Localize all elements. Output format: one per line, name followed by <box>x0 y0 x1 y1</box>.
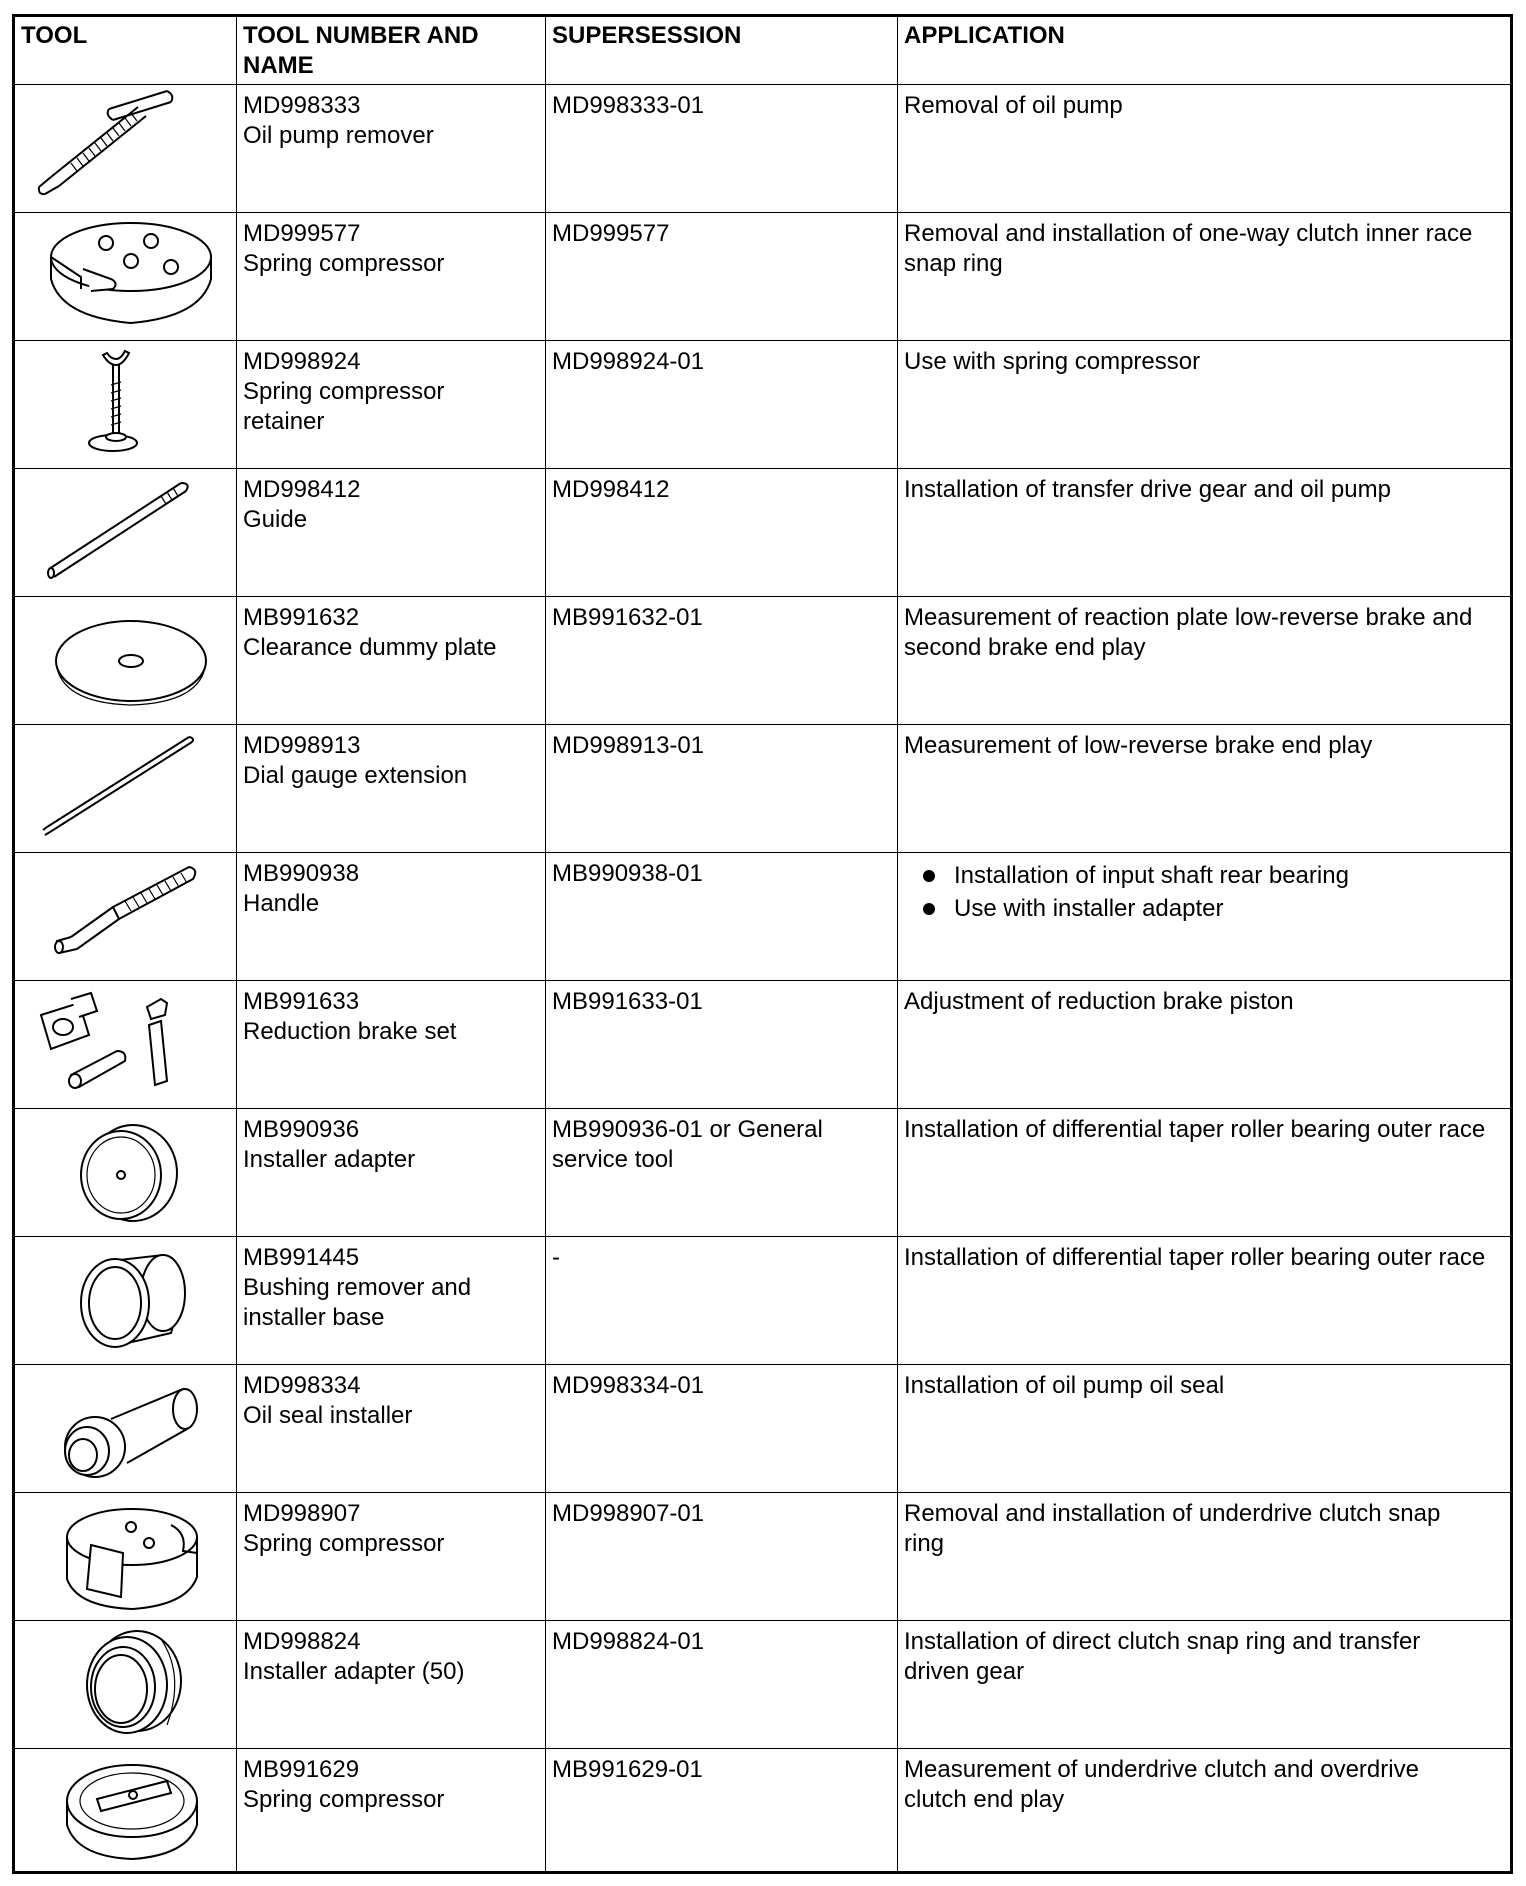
tool-name-line: Guide <box>243 506 308 533</box>
table-row <box>15 853 1510 981</box>
table-row <box>15 981 1510 1109</box>
table-row <box>15 1749 1510 1871</box>
application-cell <box>898 853 1510 980</box>
header-supersession <box>546 17 898 84</box>
tool-number: MB990936 <box>243 1116 360 1143</box>
tool-number-name-cell <box>237 597 546 724</box>
installer-adapter-ring-icon <box>21 1625 231 1743</box>
application-line: Installation of oil pump oil seal <box>904 1372 1225 1399</box>
tool-image-cell <box>15 213 237 340</box>
tool-image-cell <box>15 1109 237 1236</box>
application-line: driven gear <box>904 1658 1025 1685</box>
supersession-cell <box>546 1749 898 1871</box>
tool-number: MD998924 <box>243 348 361 375</box>
tool-number-name-cell <box>237 1237 546 1364</box>
dummy-plate-disc-icon <box>21 601 231 719</box>
supersession-cell <box>546 85 898 212</box>
supersession-cell <box>546 981 898 1108</box>
tool-number-name-cell <box>237 213 546 340</box>
application-cell <box>898 1749 1510 1871</box>
table-row <box>15 469 1510 597</box>
application-bullet: Installation of input shaft rear bearing <box>904 859 1504 892</box>
tool-number: MD998333 <box>243 92 361 119</box>
bushing-base-cylinder-icon <box>21 1241 231 1359</box>
supersession-cell <box>546 1621 898 1748</box>
tool-number: MB991632 <box>243 604 360 631</box>
supersession-line: MD999577 <box>552 220 670 247</box>
table-row <box>15 341 1510 469</box>
tool-name-line: Bushing remover and <box>243 1274 472 1301</box>
table-row <box>15 1237 1510 1365</box>
tool-number: MD999577 <box>243 220 361 247</box>
application-cell <box>898 469 1510 596</box>
application-cell <box>898 981 1510 1108</box>
tool-name-line: Oil seal installer <box>243 1402 413 1429</box>
tool-name-line: Installer adapter <box>243 1146 416 1173</box>
table-row <box>15 1109 1510 1237</box>
tool-name-line: Dial gauge extension <box>243 762 468 789</box>
oil-seal-installer-icon <box>21 1369 231 1487</box>
tool-name-line: Oil pump remover <box>243 122 434 149</box>
table-row <box>15 1621 1510 1749</box>
knurled-handle-icon <box>21 857 231 975</box>
tool-name-line: Handle <box>243 890 320 917</box>
tool-number: MD998334 <box>243 1372 361 1399</box>
supersession-cell <box>546 1493 898 1620</box>
tool-number: MB990938 <box>243 860 360 887</box>
tool-image-cell <box>15 1237 237 1364</box>
tool-number-name-cell <box>237 1365 546 1492</box>
supersession-cell <box>546 725 898 852</box>
application-bullet-list <box>904 859 1504 925</box>
supersession-cell <box>546 469 898 596</box>
tool-name-line: Spring compressor <box>243 250 445 277</box>
tool-image-cell <box>15 597 237 724</box>
header-tool <box>15 17 237 84</box>
application-line: Removal and installation of one-way clutch inner race <box>904 220 1473 247</box>
supersession-line: MD998924-01 <box>552 348 705 375</box>
application-cell <box>898 213 1510 340</box>
table-row <box>15 85 1510 213</box>
tool-number-name-cell <box>237 469 546 596</box>
notched-compressor-icon <box>21 1497 231 1615</box>
supersession-line: MD998412 <box>552 476 670 503</box>
table-row <box>15 725 1510 853</box>
application-cell <box>898 85 1510 212</box>
tool-number-name-cell <box>237 1621 546 1748</box>
header-application <box>898 17 1510 84</box>
wing-bolt-retainer-icon <box>21 345 231 463</box>
tool-number: MB991633 <box>243 988 360 1015</box>
application-cell <box>898 597 1510 724</box>
application-line: second brake end play <box>904 634 1146 661</box>
header-tool-text: TOOL <box>21 22 88 49</box>
tool-name-line: Spring compressor <box>243 378 445 405</box>
supersession-line: service tool <box>552 1146 674 1173</box>
header-number-name-line1: TOOL NUMBER AND <box>243 22 479 49</box>
application-line: clutch end play <box>904 1786 1065 1813</box>
tool-image-cell <box>15 469 237 596</box>
tool-number-name-cell <box>237 341 546 468</box>
supersession-line: - <box>552 1244 560 1271</box>
application-line: Measurement of low-reverse brake end play <box>904 732 1373 759</box>
tool-image-cell <box>15 341 237 468</box>
tool-number: MD998412 <box>243 476 361 503</box>
header-number-name-line2: NAME <box>243 52 314 79</box>
slotted-compressor-icon <box>21 1753 231 1871</box>
supersession-line: MD998907-01 <box>552 1500 705 1527</box>
table-row <box>15 213 1510 341</box>
tool-name-line: installer base <box>243 1304 385 1331</box>
application-cell <box>898 1493 1510 1620</box>
supersession-cell <box>546 1109 898 1236</box>
application-cell <box>898 341 1510 468</box>
guide-rod-icon <box>21 473 231 591</box>
tool-number-name-cell <box>237 853 546 980</box>
table-row <box>15 1493 1510 1621</box>
supersession-cell <box>546 341 898 468</box>
table-header-row <box>15 17 1510 85</box>
header-tool-number-name <box>237 17 546 84</box>
tool-number-name-cell <box>237 1749 546 1871</box>
tool-image-cell <box>15 725 237 852</box>
tool-number-name-cell <box>237 85 546 212</box>
tool-number-name-cell <box>237 1493 546 1620</box>
tool-image-cell <box>15 85 237 212</box>
spring-compressor-plate-icon <box>21 217 231 335</box>
tool-name-line: retainer <box>243 408 325 435</box>
special-tools-table <box>12 14 1513 1874</box>
tool-name-line: Spring compressor <box>243 1530 445 1557</box>
tool-number: MB991445 <box>243 1244 360 1271</box>
application-line: ring <box>904 1530 945 1557</box>
supersession-line: MD998334-01 <box>552 1372 705 1399</box>
supersession-line: MB990936-01 or General <box>552 1116 823 1143</box>
application-line: Installation of differential taper roller bearing outer race <box>904 1244 1486 1271</box>
supersession-line: MB990938-01 <box>552 860 703 887</box>
application-cell <box>898 1365 1510 1492</box>
tool-image-cell <box>15 1749 237 1871</box>
tool-number-name-cell <box>237 981 546 1108</box>
application-line: Measurement of reaction plate low-reverse brake and <box>904 604 1473 631</box>
tool-name-line: Reduction brake set <box>243 1018 457 1045</box>
application-line: Installation of transfer drive gear and oil pump <box>904 476 1391 503</box>
tool-number-name-cell <box>237 1109 546 1236</box>
application-cell <box>898 1237 1510 1364</box>
supersession-cell <box>546 1237 898 1364</box>
tool-number: MD998907 <box>243 1500 361 1527</box>
supersession-line: MD998333-01 <box>552 92 705 119</box>
tool-number: MB991629 <box>243 1756 360 1783</box>
tool-name-line: Spring compressor <box>243 1786 445 1813</box>
application-line: Use with spring compressor <box>904 348 1201 375</box>
supersession-line: MB991633-01 <box>552 988 703 1015</box>
supersession-cell <box>546 597 898 724</box>
tool-image-cell <box>15 1365 237 1492</box>
header-supersession-text: SUPERSESSION <box>552 22 742 49</box>
application-line: Removal and installation of underdrive clutch snap <box>904 1500 1441 1527</box>
tool-image-cell <box>15 1493 237 1620</box>
t-handle-remover-icon <box>21 89 231 207</box>
tool-name-line: Clearance dummy plate <box>243 634 497 661</box>
installer-adapter-disc-icon <box>21 1113 231 1231</box>
application-line: Removal of oil pump <box>904 92 1123 119</box>
application-line: snap ring <box>904 250 1003 277</box>
application-cell <box>898 725 1510 852</box>
supersession-line: MB991629-01 <box>552 1756 703 1783</box>
supersession-line: MD998913-01 <box>552 732 705 759</box>
supersession-cell <box>546 1365 898 1492</box>
supersession-cell <box>546 213 898 340</box>
tool-image-cell <box>15 853 237 980</box>
tool-number-name-cell <box>237 725 546 852</box>
supersession-cell <box>546 853 898 980</box>
table-row <box>15 597 1510 725</box>
application-cell <box>898 1109 1510 1236</box>
supersession-line: MB991632-01 <box>552 604 703 631</box>
header-application-text: APPLICATION <box>904 22 1065 49</box>
gauge-extension-rod-icon <box>21 729 231 847</box>
tool-image-cell <box>15 1621 237 1748</box>
tool-name-line: Installer adapter (50) <box>243 1658 465 1685</box>
table-row <box>15 1365 1510 1493</box>
application-line: Installation of differential taper roller bearing outer race <box>904 1116 1486 1143</box>
application-line: Measurement of underdrive clutch and overdrive <box>904 1756 1419 1783</box>
reduction-brake-set-icon <box>21 985 231 1103</box>
application-bullet: Use with installer adapter <box>904 892 1504 925</box>
supersession-line: MD998824-01 <box>552 1628 705 1655</box>
application-line: Adjustment of reduction brake piston <box>904 988 1294 1015</box>
application-line: Installation of direct clutch snap ring and transfer <box>904 1628 1421 1655</box>
tool-number: MD998913 <box>243 732 361 759</box>
tool-image-cell <box>15 981 237 1108</box>
tool-number: MD998824 <box>243 1628 361 1655</box>
application-cell <box>898 1621 1510 1748</box>
